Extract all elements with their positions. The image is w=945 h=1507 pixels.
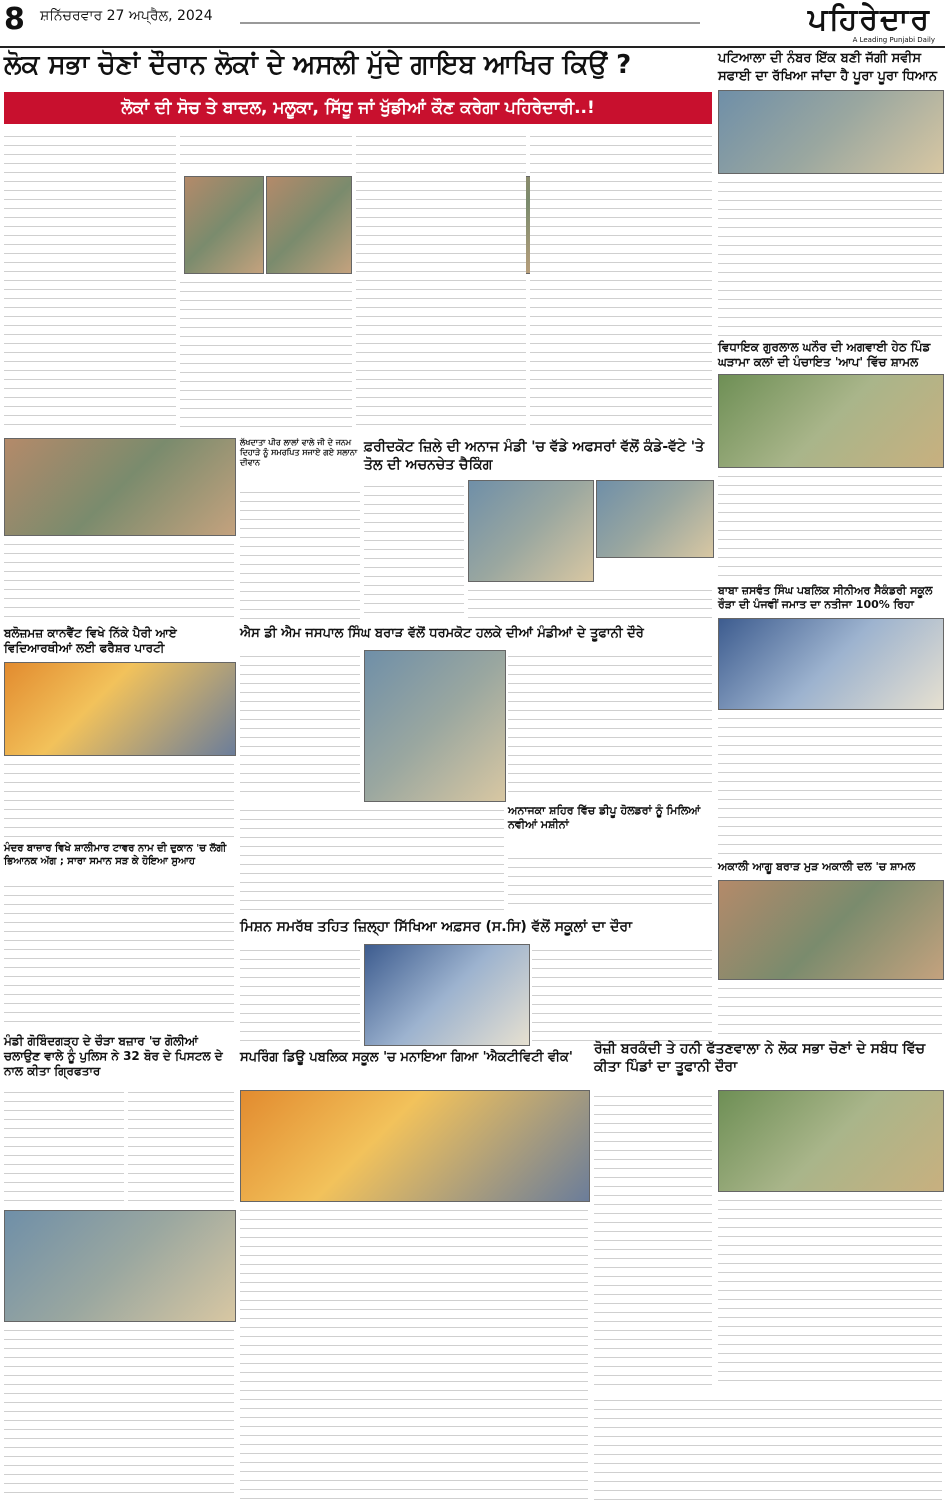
ceremony-photo <box>4 438 236 536</box>
faridkot-headline: ਫ਼ਰੀਦਕੋਟ ਜ਼ਿਲੇ ਦੀ ਅਨਾਜ ਮੰਡੀ 'ਚ ਵੱਡੇ ਅਫਸਰਾਂ ਵੱਲੋਂ ਕੰਡੇ-ਵੱਟੇ 'ਤੇ ਤੋਲ ਦੀ ਅਚਨਚੇਤ ਚੈਕਿੰਗ <box>364 439 705 473</box>
shooting-body-2 <box>128 1086 234 1206</box>
ceremony-body <box>4 538 234 622</box>
lead-body-col2 <box>180 130 352 172</box>
aap-body <box>718 470 942 580</box>
shooting-body-1 <box>4 1086 124 1206</box>
lead-body-col1 <box>4 130 176 430</box>
aap-photo <box>718 374 944 468</box>
shooting-photo <box>4 1210 236 1322</box>
fatehwala-body-3 <box>594 1394 942 1500</box>
shooting-body-3 <box>4 1324 234 1500</box>
spring-photo <box>240 1090 590 1202</box>
aap-headline: ਵਿਧਾਇਕ ਗੁਰਲਾਲ ਘਨੌਰ ਦੀ ਅਗਵਾਈ ਹੇਠ ਪਿੰਡ ਘੜਾਮਾ ਕਲਾਂ ਦੀ ਪੰਚਾਇਤ 'ਆਪ' ਵਿੱਚ ਸ਼ਾਮਲ <box>718 340 931 369</box>
result-headline: ਬਾਬਾ ਜ਼ਸਵੰਤ ਸਿੰਘ ਪਬਲਿਕ ਸੀਨੀਅਰ ਸੈਕੰਡਰੀ ਸਕੂਲ ਰੌੜਾ ਦੀ ਪੰਜਵੀਂ ਜਮਾਤ ਦਾ ਨਤੀਜਾ 100% ਰਿਹਾ <box>718 584 933 611</box>
fatehwala-body-1 <box>594 1090 712 1390</box>
page-number: 8 <box>4 2 25 37</box>
school-body-2 <box>532 944 712 1044</box>
sdm-photo <box>364 650 506 802</box>
masthead <box>0 0 945 48</box>
sdm-body-3 <box>240 804 504 914</box>
brand-tagline: A Leading Punjabi Daily <box>852 36 935 44</box>
spring-body <box>240 1204 588 1500</box>
party-photo <box>4 662 236 756</box>
sdm-body-1 <box>240 650 360 800</box>
akali-photo <box>718 880 944 980</box>
candidate-photo-1 <box>184 176 264 274</box>
masthead-rule <box>240 22 700 24</box>
faridkot-photo-1 <box>468 480 594 582</box>
sdm-body-2 <box>508 650 712 800</box>
fire-headline: ਮੰਦਰ ਬਾਜ਼ਾਰ ਵਿਖੇ ਸ਼ਾਲੀਮਾਰ ਟਾਵਰ ਨਾਮ ਦੀ ਦੁਕਾਨ 'ਚ ਲੱਗੀ ਭਿਆਨਕ ਅੱਗ ; ਸਾਰਾ ਸਮਾਨ ਸੜ ਕੇ ਹੋਇਆ ਸੁਆਹ <box>4 843 227 867</box>
fatehwala-photo <box>718 1090 944 1192</box>
lead-body-col2b <box>180 276 352 430</box>
faridkot-body-1 <box>364 480 464 620</box>
machines-body <box>508 852 712 912</box>
machines-headline: ਅਨਾਜਕਾ ਸ਼ਹਿਰ ਵਿੱਚ ਡੀਪੂ ਹੋਲਡਰਾਂ ਨੂੰ ਮਿਲਿਆਂ ਨਵੀਆਂ ਮਸ਼ੀਨਾਂ <box>508 804 701 831</box>
lead-subheadline: ਲੋਕਾਂ ਦੀ ਸੋਚ ਤੇ ਬਾਦਲ, ਮਲੂਕਾ, ਸਿੱਧੂ ਜਾਂ ਖੁੱਡੀਆਂ ਕੌਣ ਕਰੇਗਾ ਪਹਿਰੇਦਾਰੀ..! <box>4 92 712 124</box>
fatehwala-body-2 <box>718 1194 942 1384</box>
school-photo <box>364 944 530 1046</box>
sdm-headline: ਐਸ ਡੀ ਐਮ ਜਸਪਾਲ ਸਿੰਘ ਬਰਾੜ ਵੱਲੋਂ ਧਰਮਕੋਟ ਹਲਕੇ ਦੀਆਂ ਮੰਡੀਆਂ ਦੇ ਤੂਫਾਨੀ ਦੌਰੇ <box>240 626 644 641</box>
school-visit-headline: ਮਿਸ਼ਨ ਸਮਰੱਥ ਤਹਿਤ ਜ਼ਿਲ੍ਹਾ ਸਿੱਖਿਆ ਅਫ਼ਸਰ (ਸ.ਸਿ) ਵੱਲੋਂ ਸਕੂਲਾਂ ਦਾ ਦੌਰਾ <box>240 919 633 935</box>
result-body <box>718 712 942 856</box>
school-body-1 <box>240 944 360 1044</box>
spring-headline: ਸਪਰਿੰਗ ਡਿਊ ਪਬਲਿਕ ਸਕੂਲ 'ਚ ਮਨਾਇਆ ਗਿਆ 'ਐਕਟੀਵਿਟੀ ਵੀਕ' <box>240 1050 573 1065</box>
result-photo <box>718 618 944 710</box>
akali-headline: ਅਕਾਲੀ ਆਗੂ ਬਰਾੜ ਮੁੜ ਅਕਾਲੀ ਦਲ 'ਚ ਸ਼ਾਮਲ <box>718 860 916 873</box>
fire-body <box>4 880 234 1028</box>
party-headline: ਬਲੋਜ਼ਮਜ਼ ਕਾਨਵੈਂਟ ਵਿਖੇ ਨਿੱਕੇ ਪੈਰੀ ਆਏ ਵਿਦਿਆਰਥੀਆਂ ਲਈ ਫਰੈਸ਼ਰ ਪਾਰਟੀ <box>4 626 177 655</box>
right-lead-body <box>718 176 942 336</box>
candidate-photo-2 <box>266 176 352 274</box>
lead-body-col3 <box>356 130 526 430</box>
diwan-headline: ਲੱਖਦਾਤਾ ਪੀਰ ਲਾਲਾਂ ਵਾਲੇ ਜੀ ਦੇ ਜਨਮ ਦਿਹਾੜੇ ਨੂੰ ਸਮਰਪਿਤ ਸਜਾਏ ਗਏ ਸਲਾਨਾ ਦੀਵਾਨ <box>240 438 358 467</box>
diwan-body <box>240 486 360 622</box>
brand-logo: ਪਹਿਰੇਦਾਰ <box>807 2 931 37</box>
faridkot-body-2 <box>468 584 712 620</box>
shooting-headline: ਮੰਡੀ ਗੋਬਿੰਦਗੜ੍ਹ ਦੇ ਚੌੜਾ ਬਜ਼ਾਰ 'ਚ ਗੋਲੀਆਂ ਚਲਾਉਣ ਵਾਲੇ ਨੂੰ ਪੁਲਿਸ ਨੇ 32 ਬੋਰ ਦੇ ਪਿਸਟਲ ਦੇ ਨਾਲ ਕੀਤਾ ਗ੍ਰਿਫਤਾਰ <box>4 1034 223 1078</box>
lead-headline: ਲੋਕ ਸਭਾ ਚੋਣਾਂ ਦੌਰਾਨ ਲੋਕਾਂ ਦੇ ਅਸਲੀ ਮੁੱਦੇ ਗਾਇਬ ਆਖਿਰ ਕਿਉਂ ? <box>4 50 632 80</box>
akali-body <box>718 982 942 1034</box>
fatehwala-headline: ਰੋਜ਼ੀ ਬਰਕੰਦੀ ਤੇ ਹਨੀ ਫੱਤਣਵਾਲਾ ਨੇ ਲੋਕ ਸਭਾ ਚੋਣਾਂ ਦੇ ਸਬੰਧ ਵਿੱਚ ਕੀਤਾ ਪਿੰਡਾਂ ਦਾ ਤੂਫਾਨੀ ਦੌਰਾ <box>594 1041 926 1075</box>
faridkot-photo-2 <box>596 480 714 558</box>
right-lead-photo <box>718 90 944 174</box>
lead-body-col4 <box>530 130 712 430</box>
party-body <box>4 758 234 838</box>
dateline: ਸ਼ਨਿੱਚਰਵਾਰ 27 ਅਪ੍ਰੈਲ, 2024 <box>40 8 213 24</box>
right-lead-headline: ਪਟਿਆਲਾ ਦੀ ਨੰਬਰ ਇੱਕ ਬਣੀ ਜੱਗੀ ਸਵੀਸ ਸਫਾਈ ਦਾ ਰੱਖਿਆ ਜਾਂਦਾ ਹੈ ਪੂਰਾ ਪੂਰਾ ਧਿਆਨ <box>718 51 938 84</box>
